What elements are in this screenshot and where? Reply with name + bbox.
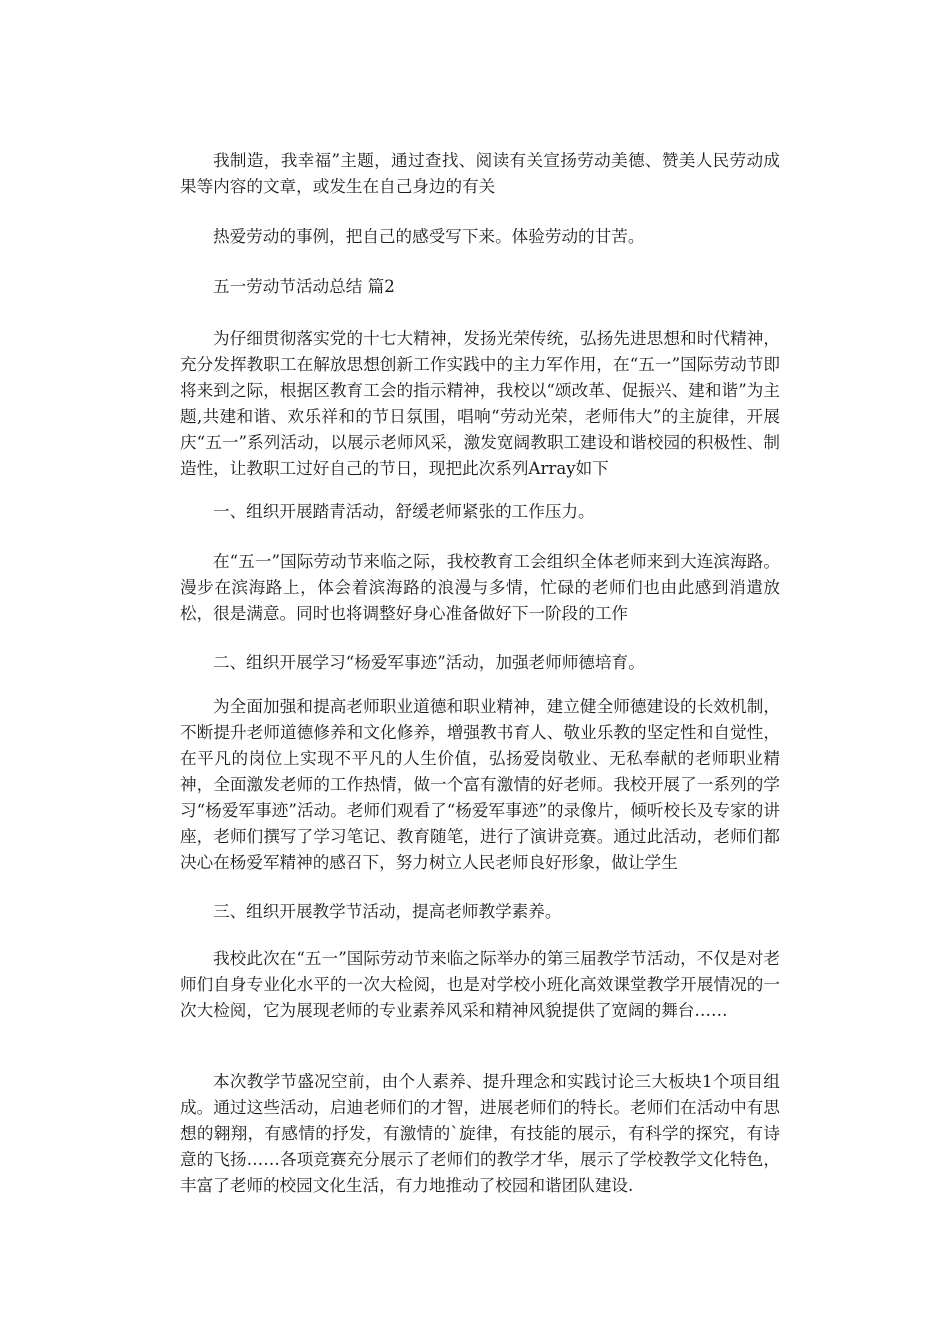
paragraph-intro: 我制造，我幸福”主题，通过查找、阅读有关宣扬劳动美德、赞美人民劳动成果等内容的文章，或发生在自己身边的有关 [180,151,780,196]
heading-one: 一、组织开展踏青活动，舒缓老师紧张的工作压力。 [213,502,595,521]
paragraph-background: 为仔细贯彻落实党的十七大精神，发扬光荣传统，弘扬先进思想和时代精神，充分发挥教职工在解放思想创新工作实践中的主力军作用，在“五一”国际劳动节即将来到之际，根据区教育工会的指示精神，我校以“颂改革、促振兴、建和谐”为主题,共建和谐、欢乐祥和的节日氛围，唱响“劳动光荣，老师伟大”的主旋律，开展庆“五一”系列活动，以展示老师风采，激发宽阔教职工建设和谐校园的积极性、制造性，让教职工过好自己的节日，现把此次系列Array如下 [180,329,780,478]
paragraph-festival-summary: 本次教学节盛况空前，由个人素养、提升理念和实践讨论三大板块1个项目组成。通过这些活动，启迪老师们的才智，进展老师们的特长。老师们在活动中有思想的翱翔，有感情的抒发，有激情的`旋律，有技能的展示，有科学的探究，有诗意的飞扬……各项竞赛充分展示了老师们的教学才华，展示了学校教学文化特色，丰富了老师的校园文化生活，有力地推动了校园和谐团队建设. [180,1072,780,1195]
section-title: 五一劳动节活动总结 篇2 [213,277,395,296]
paragraph-ethics: 为全面加强和提高老师职业道德和职业精神，建立健全师德建设的长效机制，不断提升老师道德修养和文化修养，增强教书育人、敬业乐教的坚定性和自觉性，在平凡的岗位上实现不平凡的人生价值，弘扬爱岗敬业、无私奉献的老师职业精神，全面激发老师的工作热情，做一个富有激情的好老师。我校开展了一系列的学习“杨爱军事迹”活动。老师们观看了“杨爱军事迹”的录像片，倾听校长及专家的讲座，老师们撰写了学习笔记、教育随笔，进行了演讲竞赛。通过此活动，老师们都决心在杨爱军精神的感召下，努力树立人民老师良好形象，做让学生 [180,697,780,872]
heading-two: 二、组织开展学习“杨爱军事迹”活动，加强老师师德培育。 [213,653,645,672]
paragraph-outing: 在“五一”国际劳动节来临之际，我校教育工会组织全体老师来到大连滨海路。漫步在滨海路上，体会着滨海路的浪漫与多情，忙碌的老师们也由此感到消遣放松，很是满意。同时也将调整好身心准备做好下一阶段的工作 [180,552,780,623]
paragraph-teaching-festival: 我校此次在“五一”国际劳动节来临之际举办的第三届教学节活动，不仅是对老师们自身专业化水平的一次大检阅，也是对学校小班化高效课堂教学开展情况的一次大检阅，它为展现老师的专业素养风采和精神风貌提供了宽阔的舞台…… [180,949,780,1020]
heading-three: 三、组织开展教学节活动，提高老师教学素养。 [213,902,562,921]
paragraph-experience: 热爱劳动的事例，把自己的感受写下来。体验劳动的甘苦。 [213,227,645,246]
